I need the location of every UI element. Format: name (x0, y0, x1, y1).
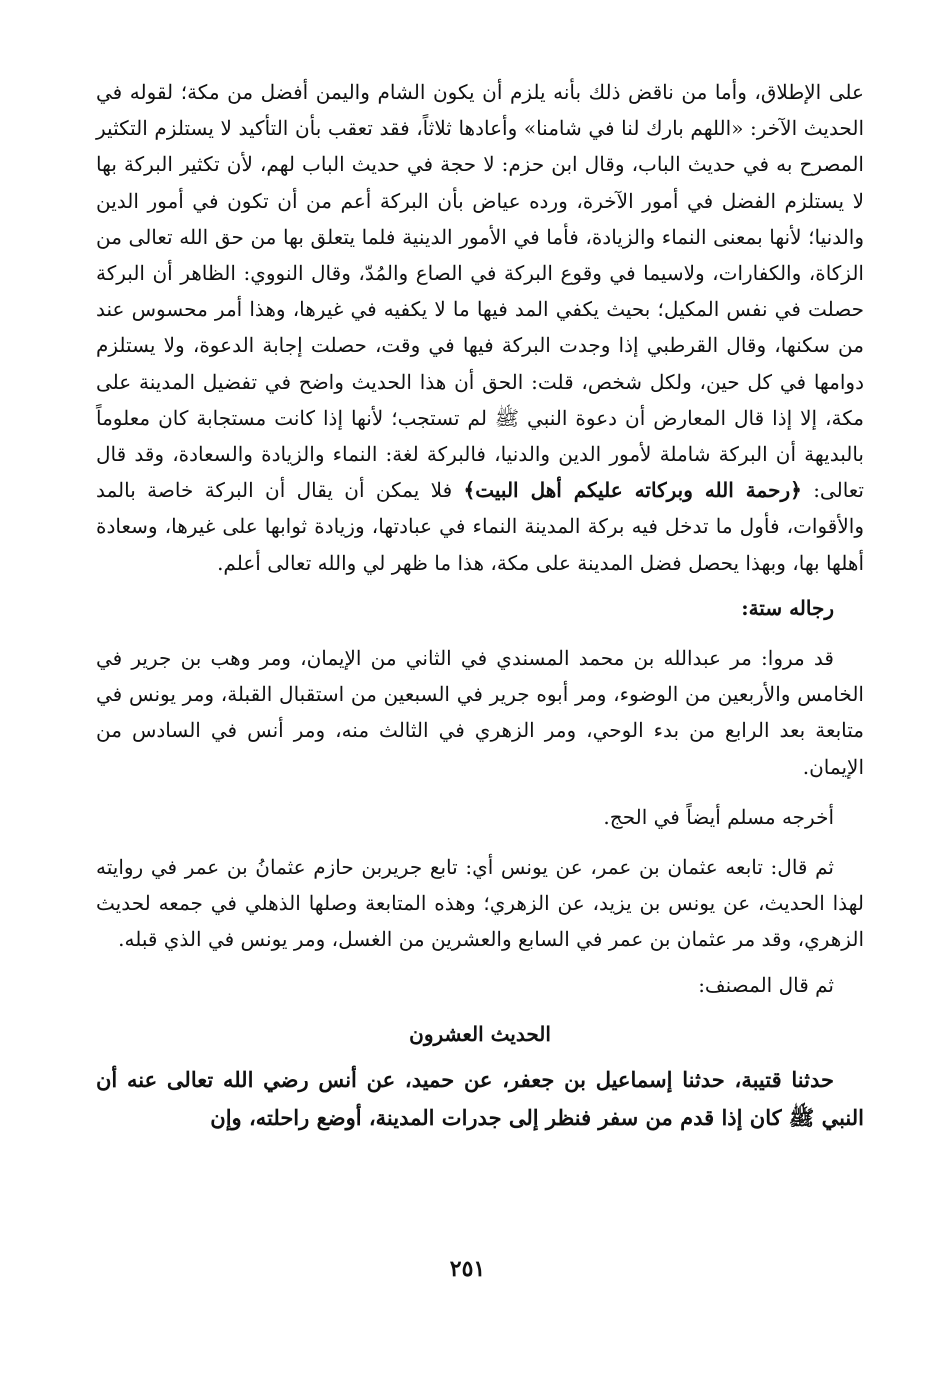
paragraph-mutabaa: ثم قال: تابعه عثمان بن عمر، عن يونس أي: تابع جريربن حازم عثمانُ بن عمر في روايته لهذا الحديث، عن يونس بن يزيد، عن الزهري؛ وهذه المتابعة وصلها الذهلي في جمعه لحديث الزهري، وقد مر عثمان بن عمر في السابع والعشرين من الغسل، ومر يونس في الذي قبله. (96, 855, 864, 952)
paragraph-takhrij: أخرجه مسلم أيضاً في الحج. (603, 804, 834, 829)
section-title: الحديث العشرون (409, 1021, 551, 1046)
page-number: ٢٥١ (449, 1256, 486, 1282)
commentary-text: على الإطلاق، وأما من ناقض ذلك بأنه يلزم أن يكون الشام واليمن أفضل من مكة؛ لقوله في الحديث الآخر: «اللهم بارك لنا في شامنا» وأعادها ثلاثاً، فقد تعقب بأن التأكيد لا يستلزم التكثير المصرح به في حديث الباب، وقال ابن حزم: لا حجة في حديث الباب لهم، لأن تكثير البركة بها لا يستلزم الفضل في أمور الآخرة، ورده عياض بأن البركة أعم من أن تكون في أمور الدين والدنيا؛ لأنها بمعنى النماء والزيادة، فأما في الأمور الدينية فلما يتعلق بها من حق الله تعالى من الزكاة، والكفارات، ولاسيما في وقوع البركة في الصاع والمُدّ، وقال النووي: الظاهر أن البركة حصلت في نفس المكيل؛ بحيث يكفي المد فيها ما لا يكفيه في غيرها، وهذا أمر محسوس عند من سكنها، وقال القرطبي إذا وجدت البركة فيها في وقت، حصلت إجابة الدعوة، ولا يستلزم دوامها في كل حين، ولكل شخص، قلت: الحق أن هذا الحديث واضح في تفضيل المدينة على مكة، إلا إذا قال المعارض أن دعوة النبي ﷺ لم تستجب؛ لأنها إذا كانت مستجابة كان معلوماً بالبديهة أن البركة شاملة لأمور الدين والدنيا، فالبركة لغة: النماء والزيادة والسعادة، وقد قال تعالى: (96, 80, 864, 503)
paragraph-narrators: قد مروا: مر عبدالله بن محمد المسندي في الثاني من الإيمان، ومر وهب بن جرير في الخامس والأربعين من الوضوء، ومر أبوه جرير في السبعين من استقبال القبلة، ومر يونس في متابعة بعد الرابع من بدء الوحي، ومر الزهري في الثالث منه، ومر أنس في السادس من الإيمان. (96, 646, 864, 779)
rijal-heading: رجاله ستة: (741, 595, 834, 620)
quran-verse: ﴿رحمة الله وبركاته عليكم أهل البيت﴾ (463, 478, 802, 503)
hadith-text: حدثنا قتيبة، حدثنا إسماعيل بن جعفر، عن حميد، عن أنس رضي الله تعالى عنه أن النبي ﷺ كان إذا قدم من سفر فنظر إلى جدرات المدينة، أوضع راحلته، وإن (96, 1066, 864, 1130)
page-body (96, 74, 864, 1137)
paragraph-author-said: ثم قال المصنف: (698, 972, 834, 997)
paragraph-commentary (96, 74, 864, 581)
commentary-text-end: فلا يمكن أن يقال أن البركة خاصة بالمد والأقوات، فأول ما تدخل فيه بركة المدينة النماء في عبادتها، وزيادة ثوابها على غيرها، وسعادة أهلها بها، وبهذا يحصل فضل المدينة على مكة، هذا ما ظهر لي والله تعالى أعلم. (96, 478, 864, 575)
